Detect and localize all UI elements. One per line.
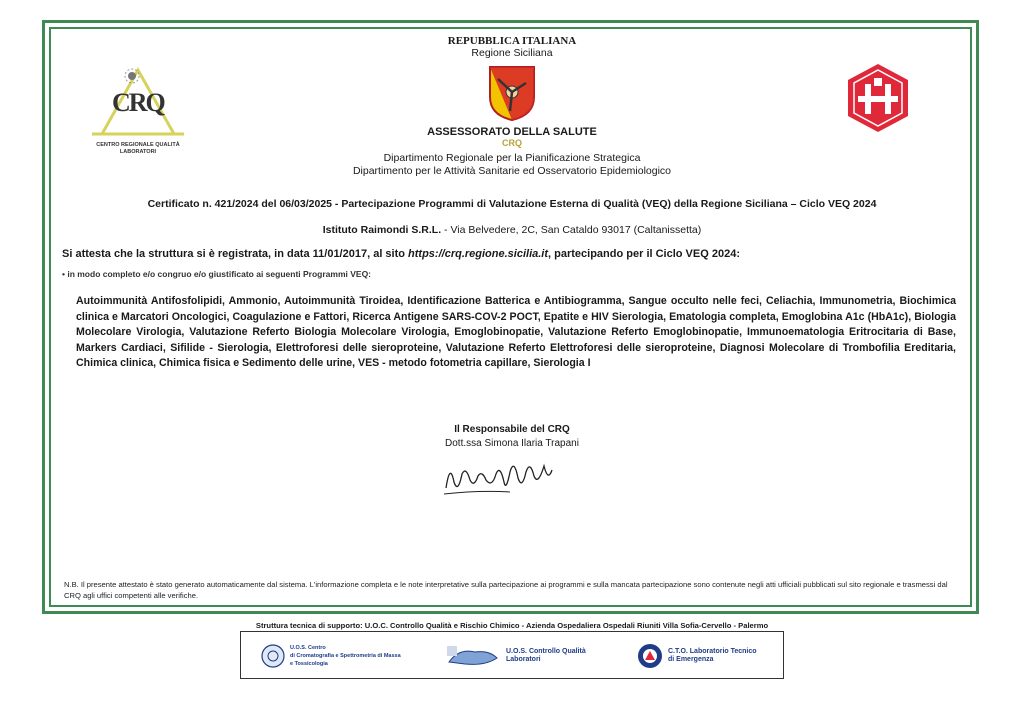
chromatography-logo-icon — [261, 644, 285, 668]
crq-logo-caption-2: LABORATORI — [119, 149, 157, 155]
unit-3-line-2: di Emergenza — [668, 656, 714, 663]
institution-name: Istituto Raimondi S.R.L. — [322, 224, 442, 236]
unit-3-line-1: C.T.O. Laboratorio Tecnico — [668, 648, 757, 655]
institution-address: - Via Belvedere, 2C, San Cataldo 93017 (Caltanissetta) — [441, 224, 702, 236]
programs-list: Autoimmunità Antifosfolipidi, Ammonio, Autoimmunità Tiroidea, Identificazione Batterica e Antibiogramma, Sangue occulto nelle feci, Celiachia, Immunometria, Biochimica clinica e Marcatori Oncologici, Coagulazione e Fattori, Ricerca Antigene SARS-COV-2 POCT, Epatite e HIV Sierologia, Ematologia completa, Emoglobina A1c (HbA1c), Biologia Molecolare Virologia, Valutazione Referto Biologia Molecolare Virologia, Emoglobinopatie, Valutazione Referto Emoglobinopatie, Immunoematologia Eritrocitaria di Base, Markers Cardiaci, Sifilide - Sierologia, Elettroforesi delle sieroproteine, Valutazione Referto Elettroforesi delle sieroproteine, Diagnosi Molecolare di Trombofilia Ereditaria, Chimica clinica, Chimica fisica e Sedimento delle urine, VES - metodo fotometria capillare, Sierologia I — [76, 295, 956, 370]
attestation-suffix: , partecipando per il Ciclo VEQ 2024: — [548, 248, 740, 260]
emergency-lab-logo-icon — [637, 643, 663, 669]
signatory-role: Il Responsabile del CRQ — [454, 424, 570, 435]
footer-unit-emergency — [637, 642, 757, 670]
certificate-title: Certificato n. 421/2024 del 06/03/2025 - Partecipazione Programmi di Valutazione Esterna di Qualità (VEQ) della Regione Siciliana – Ciclo VEQ 2024 — [147, 198, 877, 210]
unit-1-line-3: e Tossicologia — [290, 661, 328, 667]
institution-line — [60, 224, 964, 236]
assessorato-title: ASSESSORATO DELLA SALUTE — [427, 126, 597, 138]
attestation-url: https://crq.regione.sicilia.it — [408, 248, 549, 260]
handwritten-signature — [440, 452, 560, 500]
unit-2-line-1: U.O.S. Controllo Qualità — [506, 648, 586, 655]
disclaimer-note: N.B. Il presente attestato è stato generato automaticamente dal sistema. L'informazione completa e le note interpretative sulla partecipazione ai programmi e sulla mancata partecipazione sono contenute negli atti ufficiali pubblicati sul sito regionale e trasmessi dal CRQ agli uffici competenti alle verifiche. — [64, 580, 948, 600]
attestation-prefix: Si attesta che la struttura si è registrata, in data 11/01/2017, al sito — [62, 248, 409, 260]
crq-subtitle: CRQ — [502, 138, 522, 148]
signatory-name: Dott.ssa Simona Ilaria Trapani — [445, 438, 579, 449]
crq-logo — [82, 62, 194, 162]
sicily-coat-of-arms — [488, 65, 536, 121]
department-2: Dipartimento per le Attività Sanitarie ed Osservatorio Epidemiologico — [352, 165, 672, 177]
crq-logo-letters: CRQ — [112, 88, 164, 117]
footer-units-box — [240, 631, 784, 679]
footer-unit-chromatography — [261, 642, 401, 670]
programs-bullet: • in modo completo e/o congruo e/o giustificato ai seguenti Programmi VEQ: — [62, 269, 372, 279]
cross-badge — [846, 62, 910, 134]
unit-1-line-1: U.O.S. Centro — [290, 645, 326, 651]
quality-map-logo-icon — [445, 644, 501, 668]
crq-logo-caption: CENTRO REGIONALE QUALITÀ — [96, 142, 180, 148]
footer-unit-quality — [445, 642, 586, 670]
unit-2-line-2: Laboratori — [506, 656, 541, 663]
unit-1-line-2: di Cromatografia e Spettrometria di Massa — [290, 653, 401, 659]
republic-title: REPUBBLICA ITALIANA — [447, 35, 577, 47]
region-title: Regione Siciliana — [471, 47, 553, 59]
attestation-line — [62, 248, 966, 260]
footer-support-title: Struttura tecnica di supporto: U.O.C. Controllo Qualità e Rischio Chimico - Azienda Ospedaliera Ospedali Riuniti Villa Sofia-Cervello - Palermo — [255, 621, 769, 630]
department-1: Dipartimento Regionale per la Pianificazione Strategica — [383, 152, 641, 164]
